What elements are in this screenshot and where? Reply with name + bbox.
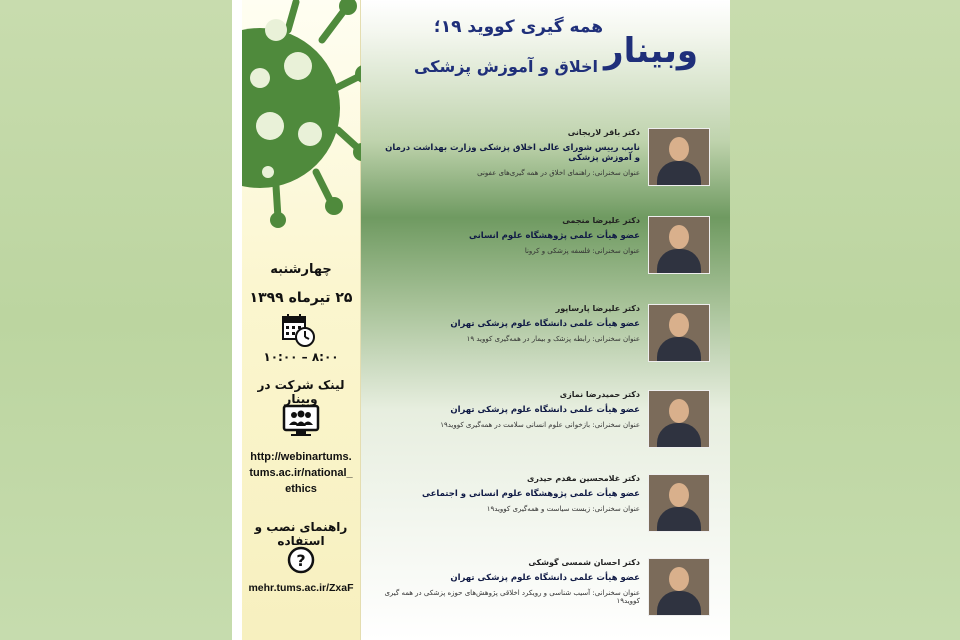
speaker-topic: عنوان سخنرانی: آسیب شناسی و رویکرد اخلاقی پژوهش‌های حوزه پزشکی در همه گیری کووید۱۹ — [384, 589, 640, 605]
question-icon[interactable] — [287, 546, 315, 574]
speaker-photo — [648, 128, 710, 186]
speaker-photo — [648, 474, 710, 532]
speaker-topic: عنوان سخنرانی: زیست سیاست و همه‌گیری کووید۱۹ — [486, 505, 640, 513]
guide-label: راهنمای نصب و استفاده — [254, 520, 348, 548]
speaker-name: دکتر علیرضا پارساپور — [555, 304, 640, 313]
speaker-topic: عنوان سخنرانی: رابطه پزشک و بیمار در همه‌گیری کووید ۱۹ — [466, 335, 640, 343]
speaker-topic: عنوان سخنرانی: فلسفه پزشکی و کرونا — [524, 247, 640, 255]
event-date: ۲۵ تیرماه ۱۳۹۹ — [249, 290, 353, 306]
webinar-poster — [232, 0, 730, 640]
speaker-role: عضو هیأت علمی پژوهشگاه علوم انسانی و اجتماعی — [421, 489, 640, 499]
title-line1: همه گیری کووید ۱۹؛ — [433, 17, 603, 37]
join-label: لینک شرکت در وبینار — [257, 378, 345, 406]
speaker-photo — [648, 558, 710, 616]
speaker-name: دکتر احسان شمسی گوشکی — [528, 558, 640, 567]
join-url-line1[interactable]: http://webinartums. — [250, 451, 352, 463]
svg-text:?: ? — [296, 551, 306, 570]
speaker-card — [379, 390, 730, 480]
main-panel — [361, 0, 730, 640]
speaker-topic: عنوان سخنرانی: بازخوانی علوم انسانی سلامت در همه‌گیری کووید۱۹ — [440, 421, 640, 429]
speaker-card — [379, 304, 730, 394]
title-line2: اخلاق و آموزش پزشکی — [413, 57, 598, 76]
speaker-card — [379, 558, 730, 640]
speaker-role: نایب رییس شورای عالی اخلاق پزشکی وزارت بهداشت درمان و آموزش پزشکی — [385, 143, 640, 163]
join-url-line2[interactable]: tums.ac.ir/national_ — [249, 467, 353, 479]
speaker-role: عضو هیأت علمی دانشگاه علوم پزشکی تهران — [450, 573, 640, 583]
event-day: چهارشنبه — [270, 262, 332, 277]
event-time: ۸:۰۰ – ۱۰:۰۰ — [263, 350, 339, 364]
speaker-photo — [648, 390, 710, 448]
guide-url[interactable]: mehr.tums.ac.ir/ZxaF — [248, 582, 354, 594]
join-url-line3[interactable]: ethics — [285, 483, 317, 495]
speaker-name: دکتر غلامحسین مقدم حیدری — [526, 474, 640, 483]
speaker-name: دکتر علیرضا منجمی — [562, 216, 640, 225]
speaker-name: دکتر باقر لاریجانی — [567, 128, 640, 137]
speaker-photo — [648, 216, 710, 274]
speaker-photo — [648, 304, 710, 362]
speaker-topic: عنوان سخنرانی: راهنمای اخلاق در همه گیری‌های عفونی — [477, 169, 640, 177]
speaker-name: دکتر حمیدرضا نمازی — [559, 390, 640, 399]
speaker-card — [379, 216, 730, 306]
webinar-screen-icon — [282, 404, 320, 438]
title-webinar: وبینار — [604, 31, 698, 71]
speaker-role: عضو هیأت علمی دانشگاه علوم پزشکی تهران — [450, 319, 640, 329]
speaker-card — [379, 474, 730, 564]
virus-icon — [242, 0, 368, 228]
info-sidebar — [242, 0, 361, 640]
speaker-card — [379, 128, 730, 218]
speaker-role: عضو هیأت علمی پژوهشگاه علوم انسانی — [468, 231, 640, 241]
calendar-clock-icon — [280, 312, 316, 348]
speaker-role: عضو هیأت علمی دانشگاه علوم پزشکی تهران — [450, 405, 640, 415]
